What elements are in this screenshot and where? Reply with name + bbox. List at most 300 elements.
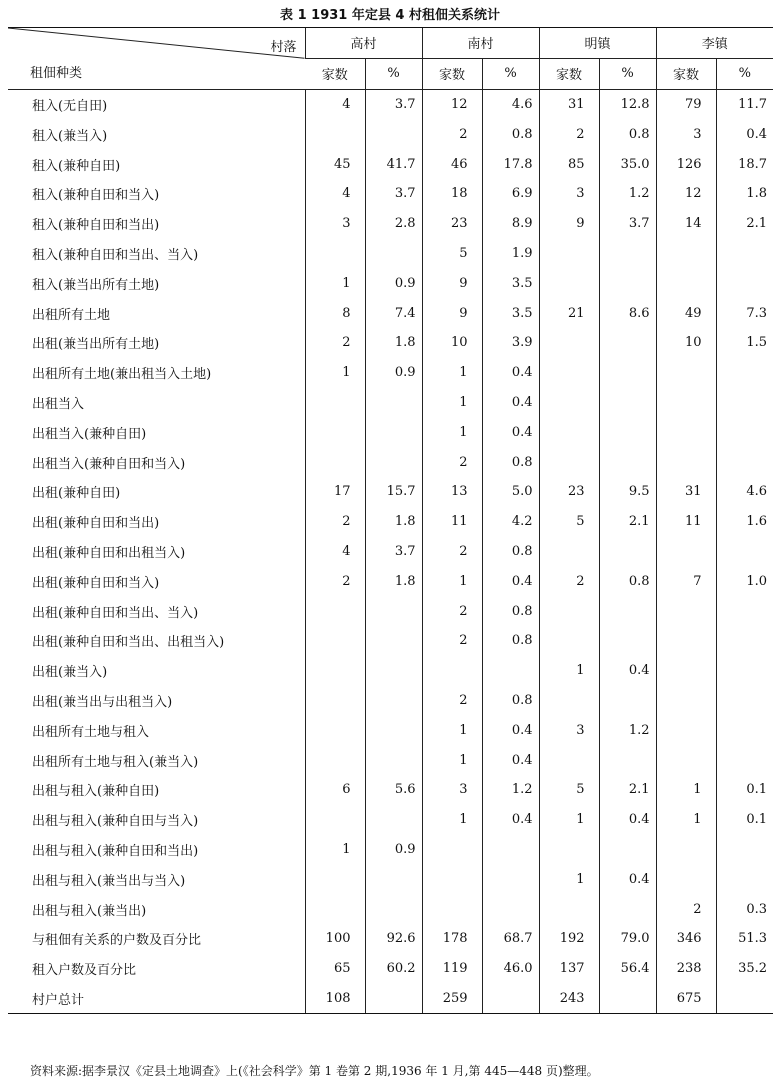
percent-cell xyxy=(599,447,656,477)
row-label: 村户总计 xyxy=(8,984,305,1014)
table-row xyxy=(8,894,773,924)
village-axis-label: 村落 xyxy=(270,40,297,55)
village-header: 明镇 xyxy=(539,28,656,59)
percent-cell: 0.1 xyxy=(716,805,773,835)
count-cell xyxy=(305,388,365,418)
percent-cell xyxy=(365,894,422,924)
count-cell: 12 xyxy=(422,89,482,119)
percent-cell xyxy=(482,984,539,1014)
row-label: 出租所有土地(兼出租当入土地) xyxy=(32,367,212,383)
table-row xyxy=(8,477,773,507)
count-cell xyxy=(539,239,599,269)
percent-cell xyxy=(365,715,422,745)
percent-cell: 1.2 xyxy=(599,715,656,745)
count-cell xyxy=(656,656,716,686)
row-label: 出租与租入(兼当出与当入) xyxy=(32,873,186,889)
village-header: 李镇 xyxy=(656,28,773,59)
percent-cell: 2.8 xyxy=(365,209,422,239)
count-cell: 2 xyxy=(422,447,482,477)
row-label: 出租(兼种自田和当出、出租当入) xyxy=(32,635,225,651)
percent-cell xyxy=(599,835,656,865)
count-cell: 11 xyxy=(656,507,716,537)
percent-cell xyxy=(599,984,656,1014)
percent-cell xyxy=(716,537,773,567)
count-cell: 2 xyxy=(656,894,716,924)
count-cell xyxy=(656,537,716,567)
row-label: 出租当入(兼种自田和当入) xyxy=(32,456,186,472)
percent-cell xyxy=(599,537,656,567)
count-cell: 9 xyxy=(422,298,482,328)
table-row xyxy=(8,805,773,835)
row-label: 与租佃有关系的户数及百分比 xyxy=(32,933,202,949)
percent-cell: 0.8 xyxy=(482,686,539,716)
count-cell: 2 xyxy=(539,566,599,596)
percent-cell: 0.9 xyxy=(365,268,422,298)
count-cell: 11 xyxy=(422,507,482,537)
table-row xyxy=(8,268,773,298)
count-cell xyxy=(656,358,716,388)
percent-cell xyxy=(716,268,773,298)
count-cell: 346 xyxy=(656,924,716,954)
table-row xyxy=(8,745,773,775)
percent-cell: 41.7 xyxy=(365,149,422,179)
percent-cell: 79.0 xyxy=(599,924,656,954)
count-cell: 65 xyxy=(305,954,365,984)
table-row xyxy=(8,656,773,686)
row-label: 出租当入(兼种自田) xyxy=(32,426,147,442)
percent-cell: 2.1 xyxy=(716,209,773,239)
count-cell xyxy=(539,268,599,298)
table-row xyxy=(8,775,773,805)
row-label: 出租所有土地 xyxy=(32,307,111,323)
percent-cell: 60.2 xyxy=(365,954,422,984)
count-cell: 2 xyxy=(422,596,482,626)
row-label: 出租(兼种自田和当入) xyxy=(32,575,160,591)
table-row xyxy=(8,864,773,894)
row-label: 租入户数及百分比 xyxy=(32,963,137,979)
percent-cell xyxy=(716,626,773,656)
count-cell xyxy=(305,596,365,626)
percent-cell: 0.8 xyxy=(599,566,656,596)
count-cell: 6 xyxy=(305,775,365,805)
row-label: 出租(兼当出所有土地) xyxy=(32,337,160,353)
percent-cell: 0.8 xyxy=(482,596,539,626)
village-header: 高村 xyxy=(305,28,422,59)
percent-cell: 4.2 xyxy=(482,507,539,537)
count-cell: 3 xyxy=(539,715,599,745)
count-column-header: 家数 xyxy=(656,58,716,89)
percent-cell xyxy=(599,388,656,418)
percent-cell: 46.0 xyxy=(482,954,539,984)
percent-cell xyxy=(599,328,656,358)
count-cell: 1 xyxy=(305,268,365,298)
percent-cell xyxy=(365,745,422,775)
percent-cell xyxy=(599,358,656,388)
table-row xyxy=(8,507,773,537)
percent-cell xyxy=(365,626,422,656)
count-cell: 9 xyxy=(422,268,482,298)
count-cell xyxy=(656,686,716,716)
percent-cell xyxy=(365,447,422,477)
tenancy-type-axis-label: 租佃种类 xyxy=(30,65,83,81)
percent-column-header: % xyxy=(716,58,773,89)
count-cell: 9 xyxy=(539,209,599,239)
percent-cell: 1.2 xyxy=(599,179,656,209)
table-row xyxy=(8,298,773,328)
count-cell xyxy=(305,447,365,477)
percent-cell: 7.3 xyxy=(716,298,773,328)
percent-cell: 0.8 xyxy=(482,119,539,149)
count-cell: 2 xyxy=(539,119,599,149)
count-cell: 49 xyxy=(656,298,716,328)
percent-cell: 4.6 xyxy=(716,477,773,507)
count-cell: 10 xyxy=(422,328,482,358)
percent-cell xyxy=(716,864,773,894)
count-cell: 5 xyxy=(539,507,599,537)
table-row xyxy=(8,835,773,865)
table-header xyxy=(8,28,773,90)
percent-cell xyxy=(599,268,656,298)
percent-cell: 0.4 xyxy=(482,566,539,596)
percent-cell: 0.3 xyxy=(716,894,773,924)
percent-cell: 0.4 xyxy=(482,715,539,745)
row-label: 出租所有土地与租入(兼当入) xyxy=(32,754,199,770)
count-cell: 4 xyxy=(305,89,365,119)
percent-cell: 0.8 xyxy=(482,537,539,567)
count-cell xyxy=(305,864,365,894)
count-column-header: 家数 xyxy=(305,58,365,89)
count-cell: 2 xyxy=(305,566,365,596)
table-row xyxy=(8,924,773,954)
table-row xyxy=(8,179,773,209)
count-cell: 675 xyxy=(656,984,716,1014)
table-row xyxy=(8,686,773,716)
percent-cell: 3.5 xyxy=(482,268,539,298)
count-cell xyxy=(656,447,716,477)
percent-cell xyxy=(365,119,422,149)
percent-cell: 2.1 xyxy=(599,775,656,805)
percent-cell: 5.6 xyxy=(365,775,422,805)
row-label: 租入(兼种自田) xyxy=(32,158,121,174)
count-cell: 3 xyxy=(305,209,365,239)
percent-cell: 0.4 xyxy=(482,417,539,447)
percent-cell xyxy=(365,805,422,835)
count-cell: 10 xyxy=(656,328,716,358)
percent-cell: 0.4 xyxy=(482,805,539,835)
table-row xyxy=(8,328,773,358)
percent-cell: 11.7 xyxy=(716,89,773,119)
table-body xyxy=(8,89,773,1014)
count-cell: 1 xyxy=(305,835,365,865)
count-cell xyxy=(305,119,365,149)
count-cell: 2 xyxy=(422,626,482,656)
percent-cell: 0.4 xyxy=(482,358,539,388)
count-cell xyxy=(656,239,716,269)
count-cell xyxy=(422,864,482,894)
count-cell: 23 xyxy=(422,209,482,239)
count-cell: 7 xyxy=(656,566,716,596)
count-cell: 4 xyxy=(305,179,365,209)
count-cell: 45 xyxy=(305,149,365,179)
percent-cell: 3.7 xyxy=(365,179,422,209)
row-label: 租入(兼当入) xyxy=(32,128,108,144)
source-note: 资料来源:据李景汉《定县土地调查》上(《社会科学》第 1 卷第 2 期,1936 年 1 月,第 445—448 页)整理。 xyxy=(30,1064,599,1078)
table-row xyxy=(8,626,773,656)
percent-column-header: % xyxy=(365,58,422,89)
count-cell xyxy=(656,596,716,626)
count-cell: 5 xyxy=(539,775,599,805)
percent-cell xyxy=(599,596,656,626)
count-cell xyxy=(656,417,716,447)
row-label: 出租(兼种自田和当出、当入) xyxy=(32,605,199,621)
count-cell: 31 xyxy=(656,477,716,507)
count-cell: 1 xyxy=(539,864,599,894)
village-header: 南村 xyxy=(422,28,539,59)
percent-cell: 0.8 xyxy=(599,119,656,149)
percent-column-header: % xyxy=(482,58,539,89)
percent-cell: 3.7 xyxy=(365,89,422,119)
count-cell xyxy=(305,745,365,775)
count-cell: 23 xyxy=(539,477,599,507)
count-cell xyxy=(539,537,599,567)
table-row xyxy=(8,119,773,149)
percent-cell: 0.4 xyxy=(716,119,773,149)
percent-cell xyxy=(599,686,656,716)
row-label: 租入(兼种自田和当出、当入) xyxy=(32,247,199,263)
count-cell xyxy=(422,656,482,686)
count-cell: 108 xyxy=(305,984,365,1014)
table-title: 表 1 1931 年定县 4 村租佃关系统计 xyxy=(280,8,500,23)
count-cell xyxy=(305,715,365,745)
count-cell xyxy=(539,596,599,626)
percent-cell xyxy=(365,417,422,447)
percent-cell: 0.1 xyxy=(716,775,773,805)
count-cell xyxy=(422,894,482,924)
row-label: 出租与租入(兼当出) xyxy=(32,903,147,919)
table-row xyxy=(8,149,773,179)
percent-cell: 1.9 xyxy=(482,239,539,269)
count-cell: 31 xyxy=(539,89,599,119)
count-cell: 14 xyxy=(656,209,716,239)
percent-cell: 0.4 xyxy=(599,805,656,835)
percent-cell xyxy=(482,835,539,865)
percent-cell: 0.8 xyxy=(482,447,539,477)
count-cell xyxy=(305,686,365,716)
count-cell: 17 xyxy=(305,477,365,507)
percent-cell: 0.9 xyxy=(365,835,422,865)
count-cell: 1 xyxy=(422,566,482,596)
percent-column-header: % xyxy=(599,58,656,89)
percent-cell: 3.9 xyxy=(482,328,539,358)
percent-cell: 2.1 xyxy=(599,507,656,537)
count-cell: 1 xyxy=(539,805,599,835)
table-row xyxy=(8,537,773,567)
count-cell: 100 xyxy=(305,924,365,954)
percent-cell xyxy=(716,656,773,686)
count-cell: 2 xyxy=(305,507,365,537)
table-row xyxy=(8,358,773,388)
table-row xyxy=(8,388,773,418)
count-cell: 1 xyxy=(422,417,482,447)
percent-cell: 0.4 xyxy=(482,745,539,775)
percent-cell: 8.9 xyxy=(482,209,539,239)
percent-cell xyxy=(365,239,422,269)
count-cell xyxy=(539,626,599,656)
diagonal-header-cell xyxy=(8,28,305,90)
count-cell: 8 xyxy=(305,298,365,328)
percent-cell: 7.4 xyxy=(365,298,422,328)
row-label: 出租(兼种自田和出租当入) xyxy=(32,545,186,561)
percent-cell: 3.5 xyxy=(482,298,539,328)
percent-cell xyxy=(599,894,656,924)
percent-cell xyxy=(365,984,422,1014)
table-row xyxy=(8,715,773,745)
count-cell: 238 xyxy=(656,954,716,984)
percent-cell: 3.7 xyxy=(365,537,422,567)
count-cell: 1 xyxy=(422,715,482,745)
percent-cell: 1.8 xyxy=(365,566,422,596)
count-cell: 119 xyxy=(422,954,482,984)
percent-cell: 1.8 xyxy=(365,507,422,537)
count-cell: 2 xyxy=(422,686,482,716)
row-label: 出租所有土地与租入 xyxy=(32,724,150,740)
count-cell xyxy=(539,894,599,924)
count-cell: 3 xyxy=(422,775,482,805)
count-cell xyxy=(539,835,599,865)
percent-cell: 5.0 xyxy=(482,477,539,507)
percent-cell: 4.6 xyxy=(482,89,539,119)
count-cell: 3 xyxy=(656,119,716,149)
percent-cell: 0.8 xyxy=(482,626,539,656)
table-row xyxy=(8,984,773,1014)
count-cell: 178 xyxy=(422,924,482,954)
count-cell xyxy=(656,864,716,894)
percent-cell xyxy=(716,417,773,447)
count-cell xyxy=(305,417,365,447)
count-cell xyxy=(305,894,365,924)
percent-cell: 0.4 xyxy=(599,656,656,686)
percent-cell xyxy=(716,596,773,626)
count-cell: 18 xyxy=(422,179,482,209)
count-cell xyxy=(539,358,599,388)
count-column-header: 家数 xyxy=(422,58,482,89)
count-cell xyxy=(539,447,599,477)
percent-cell: 1.2 xyxy=(482,775,539,805)
count-cell xyxy=(422,835,482,865)
count-cell xyxy=(539,745,599,775)
table-row xyxy=(8,209,773,239)
percent-cell xyxy=(716,239,773,269)
percent-cell xyxy=(599,745,656,775)
percent-cell xyxy=(716,745,773,775)
count-cell: 79 xyxy=(656,89,716,119)
row-label: 租入(兼种自田和当出) xyxy=(32,218,160,234)
table-row xyxy=(8,566,773,596)
count-cell: 2 xyxy=(422,119,482,149)
percent-cell xyxy=(365,656,422,686)
percent-cell: 15.7 xyxy=(365,477,422,507)
count-cell xyxy=(305,626,365,656)
table-row xyxy=(8,447,773,477)
count-cell: 4 xyxy=(305,537,365,567)
percent-cell xyxy=(716,686,773,716)
percent-cell: 0.9 xyxy=(365,358,422,388)
percent-cell: 35.2 xyxy=(716,954,773,984)
percent-cell xyxy=(716,447,773,477)
percent-cell xyxy=(599,626,656,656)
percent-cell xyxy=(716,715,773,745)
count-cell xyxy=(656,745,716,775)
count-cell: 1 xyxy=(422,805,482,835)
percent-cell: 1.6 xyxy=(716,507,773,537)
row-label: 出租(兼种自田) xyxy=(32,486,121,502)
count-cell: 126 xyxy=(656,149,716,179)
count-cell: 1 xyxy=(422,745,482,775)
percent-cell: 17.8 xyxy=(482,149,539,179)
count-cell: 1 xyxy=(422,358,482,388)
percent-cell xyxy=(716,835,773,865)
row-label: 出租(兼种自田和当出) xyxy=(32,516,160,532)
count-cell: 13 xyxy=(422,477,482,507)
percent-cell xyxy=(482,656,539,686)
percent-cell: 51.3 xyxy=(716,924,773,954)
percent-cell: 1.8 xyxy=(716,179,773,209)
count-cell: 1 xyxy=(422,388,482,418)
percent-cell xyxy=(599,239,656,269)
percent-cell: 35.0 xyxy=(599,149,656,179)
row-label: 出租与租入(兼种自田与当入) xyxy=(32,814,199,830)
table-row xyxy=(8,239,773,269)
percent-cell: 0.4 xyxy=(599,864,656,894)
count-cell: 137 xyxy=(539,954,599,984)
percent-cell: 68.7 xyxy=(482,924,539,954)
count-cell: 3 xyxy=(539,179,599,209)
count-cell: 1 xyxy=(656,775,716,805)
percent-cell: 9.5 xyxy=(599,477,656,507)
count-cell xyxy=(539,417,599,447)
percent-cell xyxy=(365,596,422,626)
row-label: 租入(兼当出所有土地) xyxy=(32,277,160,293)
count-cell: 1 xyxy=(305,358,365,388)
percent-cell xyxy=(716,388,773,418)
percent-cell xyxy=(482,864,539,894)
percent-cell: 12.8 xyxy=(599,89,656,119)
count-cell: 1 xyxy=(539,656,599,686)
row-label: 出租(兼当出与出租当入) xyxy=(32,694,173,710)
row-label: 出租与租入(兼种自田) xyxy=(32,784,160,800)
row-label: 出租(兼当入) xyxy=(32,665,108,681)
count-cell xyxy=(656,715,716,745)
count-cell xyxy=(656,268,716,298)
count-cell xyxy=(656,626,716,656)
table-row xyxy=(8,596,773,626)
percent-cell xyxy=(365,388,422,418)
percent-cell: 18.7 xyxy=(716,149,773,179)
count-cell: 192 xyxy=(539,924,599,954)
table-row xyxy=(8,417,773,447)
count-cell: 21 xyxy=(539,298,599,328)
count-cell: 12 xyxy=(656,179,716,209)
count-cell: 2 xyxy=(305,328,365,358)
count-cell: 85 xyxy=(539,149,599,179)
table-row xyxy=(8,954,773,984)
percent-cell: 1.0 xyxy=(716,566,773,596)
count-column-header: 家数 xyxy=(539,58,599,89)
count-cell xyxy=(656,835,716,865)
count-cell: 259 xyxy=(422,984,482,1014)
percent-cell: 6.9 xyxy=(482,179,539,209)
percent-cell: 1.8 xyxy=(365,328,422,358)
